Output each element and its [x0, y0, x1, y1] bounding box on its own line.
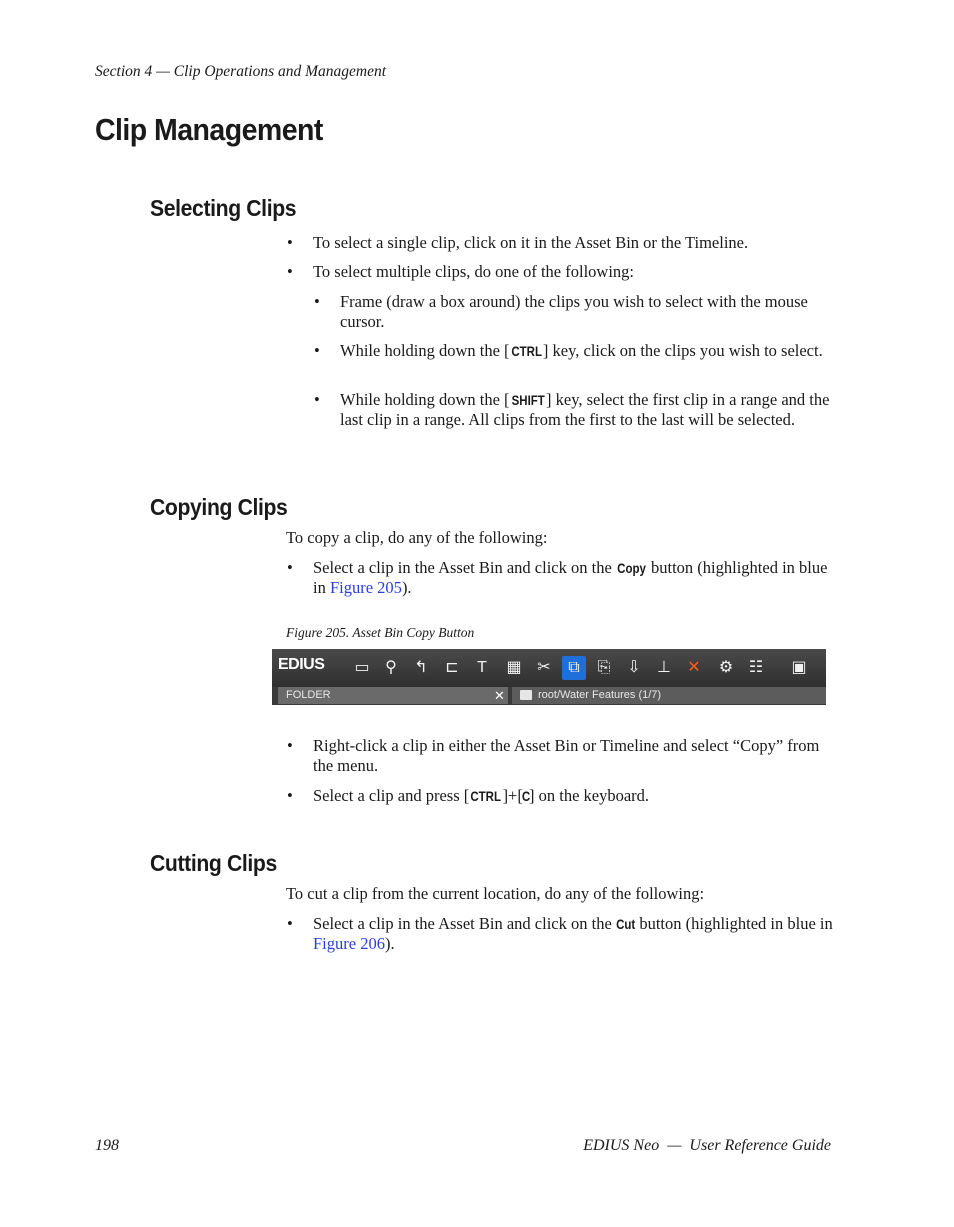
add-to-timeline-icon[interactable]: ⇩ [627, 659, 641, 676]
paste-icon[interactable]: ⎘ [597, 659, 611, 676]
folder-label: FOLDER [286, 689, 331, 701]
bin-icon[interactable]: ▣ [791, 659, 807, 676]
view-icon[interactable]: ☷ [748, 659, 764, 676]
key-shift: SHIFT [511, 392, 545, 408]
key-ctrl: CTRL [470, 788, 502, 804]
page-title: Clip Management [95, 112, 323, 147]
list-item: • While holding down the [CTRL] key, click on the clips you wish to select. [314, 341, 823, 360]
title-icon[interactable]: T [477, 659, 487, 676]
new-folder-icon[interactable]: ▭ [354, 659, 370, 676]
figure-206-link[interactable]: Figure 206 [313, 934, 385, 953]
list-item: • Select a clip in the Asset Bin and click on the Cut button (highlighted in blue in Figure 206). [287, 914, 833, 953]
upload-icon[interactable]: ⊏ [445, 659, 459, 676]
insert-icon[interactable]: ⊥ [657, 659, 671, 676]
delete-icon[interactable]: ✕ [687, 659, 701, 676]
close-icon[interactable]: ✕ [494, 688, 505, 703]
list-item: • To select multiple clips, do one of the following: [287, 262, 634, 281]
cutting-intro: To cut a clip from the current location, do any of the following: [286, 884, 705, 903]
key-c: C [521, 788, 531, 804]
figure-205-link[interactable]: Figure 205 [329, 578, 402, 597]
cut-icon[interactable]: ✂ [537, 659, 551, 676]
page-number: 198 [95, 1137, 119, 1154]
list-item: • Frame (draw a box around) the clips you wish to select with the mouse cursor. [314, 292, 808, 331]
heading-cutting-clips: Cutting Clips [150, 850, 277, 876]
search-icon[interactable]: ⚲ [385, 659, 397, 676]
figure-caption: Figure 205. Asset Bin Copy Button [286, 625, 475, 640]
copy-button-label: Copy [617, 560, 646, 576]
running-head: Section 4 — Clip Operations and Management [95, 63, 387, 80]
color-bars-icon[interactable]: ▦ [506, 659, 522, 676]
guide-title: EDIUS Neo — User Reference Guide [583, 1137, 831, 1154]
folder-icon [520, 690, 532, 700]
list-item: • Select a clip in the Asset Bin and click on the Copy button (highlighted in blue in Figure 205). [287, 558, 828, 597]
edius-logo: EDIUS [278, 656, 325, 673]
cut-button-label: Cut [615, 916, 636, 932]
path-bar[interactable] [512, 687, 826, 704]
copy-icon[interactable]: ⧉ [562, 656, 586, 680]
heading-selecting-clips: Selecting Clips [150, 195, 297, 221]
list-item: • While holding down the [ SHIFT] key, select the first clip in a range and the last clip in a range. All clips from the first to the last will be selected. [314, 390, 830, 429]
list-item: • Select a clip and press [CTRL]+[C] on the keyboard. [287, 786, 650, 805]
properties-icon[interactable]: ⚙ [718, 659, 734, 676]
copying-intro: To copy a clip, do any of the following: [286, 528, 548, 547]
up-folder-icon[interactable]: ↰ [414, 659, 428, 676]
list-item: • To select a single clip, click on it in the Asset Bin or the Timeline. [287, 233, 749, 252]
key-ctrl: CTRL [510, 343, 542, 359]
folder-panel[interactable] [278, 687, 508, 704]
heading-copying-clips: Copying Clips [150, 494, 288, 520]
list-item: • Right-click a clip in either the Asset Bin or Timeline and select “Copy” from the menu. [287, 736, 820, 775]
asset-bin-toolbar-figure [272, 649, 826, 705]
path-text: root/Water Features (1/7) [538, 689, 662, 701]
